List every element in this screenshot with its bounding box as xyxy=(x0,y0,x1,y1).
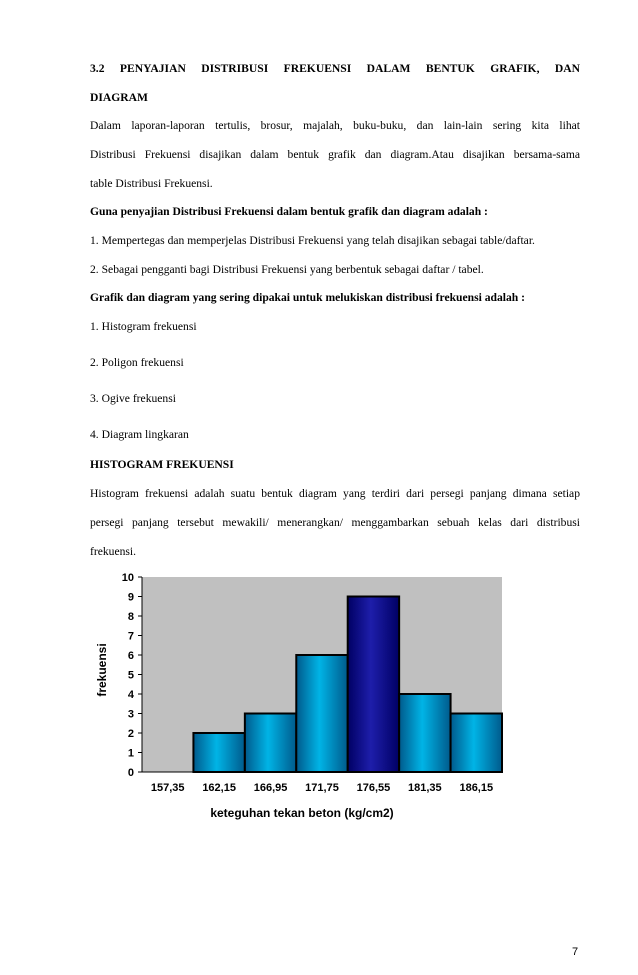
histogram-bar xyxy=(399,694,450,772)
x-tick-label: 186,15 xyxy=(459,782,494,794)
x-axis-label: keteguhan tekan beton (kg/cm2) xyxy=(210,806,394,820)
y-tick-label: 9 xyxy=(127,591,134,604)
y-tick-label: 4 xyxy=(127,689,134,701)
x-tick-label: 162,15 xyxy=(202,782,236,794)
x-tick-label: 181,35 xyxy=(408,782,442,794)
histogram-bar xyxy=(451,714,502,773)
x-tick-label: 166,95 xyxy=(253,782,288,794)
list-item: 4. Diagram lingkaran xyxy=(90,428,189,441)
histogram-bar xyxy=(348,597,399,773)
y-axis-label: frekuensi xyxy=(95,643,109,697)
page-number: 7 xyxy=(572,946,579,958)
y-tick-label: 3 xyxy=(127,708,134,721)
histogram-bar xyxy=(193,733,244,772)
x-tick-label: 176,55 xyxy=(356,782,391,794)
y-tick-label: 6 xyxy=(127,650,134,662)
y-tick-label: 2 xyxy=(127,728,134,740)
y-tick-label: 7 xyxy=(127,630,134,643)
paragraph-line: Histogram frekuensi adalah suatu bentuk diagram yang terdiri dari persegi panjang dimana setiap xyxy=(90,487,580,500)
guna-heading: Guna penyajian Distribusi Frekuensi dalam bentuk grafik dan diagram adalah : xyxy=(90,205,488,218)
guna-item: 1. Mempertegas dan memperjelas Distribusi Frekuensi yang telah disajikan sebagai table/daftar. xyxy=(90,234,535,247)
paragraph-line: Distribusi Frekuensi disajikan dalam bentuk grafik dan diagram.Atau disajikan bersama-sama xyxy=(90,148,580,161)
x-tick-label: 171,75 xyxy=(305,782,339,794)
list-item: 1. Histogram frekuensi xyxy=(90,320,197,333)
y-tick-label: 1 xyxy=(127,747,134,760)
list-item: 2. Poligon frekuensi xyxy=(90,356,184,369)
x-tick-label: 157,35 xyxy=(150,782,185,794)
grafik-heading: Grafik dan diagram yang sering dipakai untuk melukiskan distribusi frekuensi adalah : xyxy=(90,291,525,304)
histogram-bar xyxy=(296,655,347,772)
list-item: 3. Ogive frekuensi xyxy=(90,392,176,405)
histogram-svg xyxy=(90,570,510,830)
paragraph-line: table Distribusi Frekuensi. xyxy=(90,177,213,190)
y-tick-label: 10 xyxy=(121,572,134,584)
paragraph-line: frekuensi. xyxy=(90,545,137,558)
y-tick-label: 8 xyxy=(127,611,134,623)
y-tick-label: 0 xyxy=(127,767,134,779)
histogram-chart xyxy=(90,570,510,830)
paragraph-line: Dalam laporan-laporan tertulis, brosur, majalah, buku-buku, dan lain-lain sering kita lihat xyxy=(90,119,580,132)
paragraph-line: persegi panjang tersebut mewakili/ menerangkan/ menggambarkan sebuah kelas dari distribusi xyxy=(90,516,580,529)
histogram-heading: HISTOGRAM FREKUENSI xyxy=(90,458,234,471)
section-heading-line2: DIAGRAM xyxy=(90,91,148,104)
section-heading-line1: 3.2 PENYAJIAN DISTRIBUSI FREKUENSI DALAM BENTUK GRAFIK, DAN xyxy=(90,62,580,75)
histogram-bar xyxy=(245,714,296,773)
y-tick-label: 5 xyxy=(127,669,134,682)
guna-item: 2. Sebagai pengganti bagi Distribusi Frekuensi yang berbentuk sebagai daftar / tabel. xyxy=(90,263,484,276)
